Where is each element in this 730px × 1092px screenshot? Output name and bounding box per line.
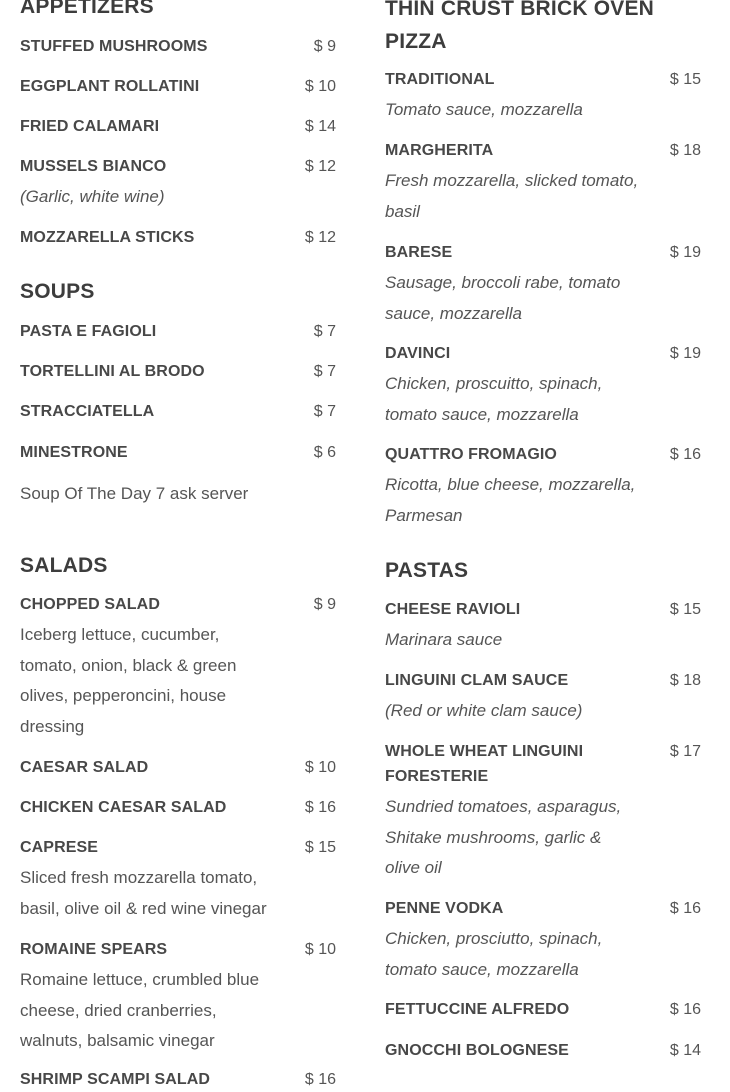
item-price: $ 10 [304, 78, 336, 95]
menu-item-penne-vodka [385, 896, 701, 985]
salads-section [20, 551, 336, 581]
item-name: FRIED CALAMARI [20, 118, 160, 135]
item-name: MUSSELS BIANCO [20, 158, 167, 175]
item-description: Marinara sauce [385, 630, 503, 649]
item-price: $ 17 [669, 743, 701, 760]
menu-item-margherita [385, 138, 701, 227]
item-description: Ricotta, blue cheese, mozzarella, Parmesan [385, 475, 636, 525]
item-price: $ 19 [669, 244, 701, 261]
item-name: PENNE VODKA [385, 900, 504, 917]
item-name: FETTUCCINE ALFREDO [385, 1001, 570, 1018]
item-price: $ 6 [313, 444, 336, 461]
item-description: Sundried tomatoes, asparagus, Shitake mushrooms, garlic & olive oil [385, 797, 622, 877]
menu-item-caprese [20, 835, 336, 924]
item-name: CHOPPED SALAD [20, 596, 160, 613]
item-name: ROMAINE SPEARS [20, 941, 168, 958]
menu-item-linguini-clam-sauce [385, 668, 701, 727]
item-name: CHICKEN CAESAR SALAD [20, 799, 227, 816]
section-title-pizza: THIN CRUST BRICK OVEN PIZZA [385, 0, 655, 53]
item-description: (Red or white clam sauce) [385, 701, 583, 720]
item-price: $ 19 [669, 345, 701, 362]
item-price: $ 14 [304, 118, 336, 135]
item-name: TORTELLINI AL BRODO [20, 363, 205, 380]
menu-item-quattro-fromagio [385, 442, 701, 531]
item-name: WHOLE WHEAT LINGUINI FORESTERIE [385, 743, 584, 785]
menu-item-fried-calamari [20, 114, 336, 139]
item-description: Chicken, proscuitto, spinach, tomato sauce, mozzarella [385, 374, 603, 424]
item-name: CAPRESE [20, 839, 99, 856]
item-price: $ 7 [313, 363, 336, 380]
pastas-section [385, 556, 701, 586]
item-name: CHEESE RAVIOLI [385, 601, 521, 618]
menu-item-fettuccine-alfredo [385, 997, 701, 1022]
soup-note-text: Soup Of The Day 7 ask server [20, 484, 249, 503]
menu-item-whole-wheat-linguini [385, 739, 701, 884]
item-description: Sausage, broccoli rabe, tomato sauce, mozzarella [385, 273, 621, 323]
menu-item-chopped-salad [20, 592, 336, 742]
item-price: $ 9 [313, 596, 336, 613]
menu-item-tortellini-al-brodo [20, 359, 336, 384]
item-name: MARGHERITA [385, 142, 494, 159]
item-description: Iceberg lettuce, cucumber, tomato, onion, black & green olives, pepperoncini, house dressing [20, 625, 237, 736]
item-price: $ 12 [304, 158, 336, 175]
menu-item-eggplant-rollatini [20, 74, 336, 99]
item-name: EGGPLANT ROLLATINI [20, 78, 200, 95]
item-description: Tomato sauce, mozzarella [385, 100, 583, 119]
section-title-pastas: PASTAS [385, 559, 469, 582]
item-price: $ 10 [304, 941, 336, 958]
item-name: SHRIMP SCAMPI SALAD [20, 1071, 211, 1088]
item-name: DAVINCI [385, 345, 451, 362]
item-price: $ 16 [669, 446, 701, 463]
menu-item-mussels-bianco [20, 154, 336, 213]
item-price: $ 15 [669, 71, 701, 88]
item-price: $ 16 [669, 1001, 701, 1018]
menu-item-stuffed-mushrooms [20, 34, 336, 59]
item-price: $ 9 [313, 38, 336, 55]
section-title-salads: SALADS [20, 554, 108, 577]
item-description: (Garlic, white wine) [20, 187, 165, 206]
item-name: BARESE [385, 244, 453, 261]
item-price: $ 16 [669, 900, 701, 917]
menu-item-caesar-salad [20, 755, 336, 780]
item-description: Chicken, prosciutto, spinach, tomato sauce, mozzarella [385, 929, 603, 979]
menu-item-davinci [385, 341, 701, 430]
item-price: $ 14 [669, 1042, 701, 1059]
item-name: MOZZARELLA STICKS [20, 229, 195, 246]
item-price: $ 7 [313, 403, 336, 420]
item-name: QUATTRO FROMAGIO [385, 446, 557, 463]
item-price: $ 7 [313, 323, 336, 340]
menu-item-stracciatella [20, 399, 336, 424]
pizza-section [385, 0, 675, 58]
item-price: $ 18 [669, 142, 701, 159]
soup-of-the-day-note [20, 479, 336, 510]
item-name: CAESAR SALAD [20, 759, 149, 776]
menu-item-minestrone [20, 440, 336, 465]
item-price: $ 12 [304, 229, 336, 246]
item-description: Romaine lettuce, crumbled blue cheese, dried cranberries, walnuts, balsamic vinegar [20, 970, 260, 1050]
item-price: $ 10 [304, 759, 336, 776]
item-price: $ 16 [304, 799, 336, 816]
menu-item-shrimp-scampi-salad [20, 1067, 336, 1092]
item-name: TRADITIONAL [385, 71, 495, 88]
item-description: Sliced fresh mozzarella tomato, basil, olive oil & red wine vinegar [20, 868, 267, 918]
menu-item-pasta-e-fagioli [20, 319, 336, 344]
item-price: $ 16 [304, 1071, 336, 1088]
menu-item-gnocchi-bolognese [385, 1038, 701, 1063]
appetizers-section [20, 0, 336, 22]
item-name: STRACCIATELLA [20, 403, 155, 420]
item-name: GNOCCHI BOLOGNESE [385, 1042, 569, 1059]
menu-item-cheese-ravioli [385, 597, 701, 656]
menu-item-barese [385, 240, 701, 329]
item-price: $ 15 [669, 601, 701, 618]
item-price: $ 18 [669, 672, 701, 689]
section-title-soups: SOUPS [20, 280, 95, 303]
menu-item-chicken-caesar-salad [20, 795, 336, 820]
item-price: $ 15 [304, 839, 336, 856]
item-name: MINESTRONE [20, 444, 128, 461]
item-name: LINGUINI CLAM SAUCE [385, 672, 569, 689]
menu-item-romaine-spears [20, 937, 336, 1057]
menu-item-traditional [385, 67, 701, 126]
item-description: Fresh mozzarella, slicked tomato, basil [385, 171, 639, 221]
menu-item-mozzarella-sticks [20, 225, 336, 250]
item-name: PASTA E FAGIOLI [20, 323, 157, 340]
soups-section [20, 277, 336, 307]
section-title-appetizers: APPETIZERS [20, 0, 154, 18]
item-name: STUFFED MUSHROOMS [20, 38, 208, 55]
